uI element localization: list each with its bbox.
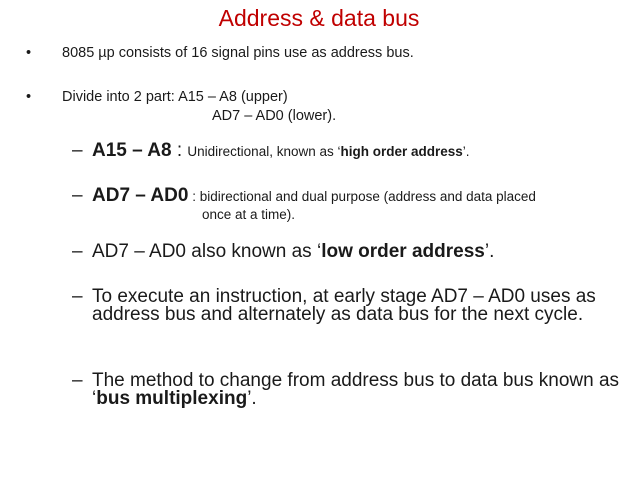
bullet-text: Divide into 2 part: A15 – A8 (upper)	[62, 89, 288, 105]
sub-text: AD7 – AD0 also known as ‘	[92, 241, 322, 262]
bullet-text-continuation: AD7 – AD0 (lower).	[212, 108, 337, 124]
slide-title: Address & data bus	[218, 5, 420, 31]
desc-text-end: ’.	[462, 144, 470, 159]
desc-text: Unidirectional, known as ‘	[187, 144, 341, 159]
sub-bullet-marker: –	[72, 185, 83, 206]
term-description	[187, 144, 469, 159]
sub-text-end: ’.	[247, 388, 257, 409]
bullet-text: 8085 µp consists of 16 signal pins use as address bus.	[62, 45, 414, 61]
term-description: : bidirectional and dual purpose (address and data placed	[188, 189, 536, 204]
desc-emphasis: high order address	[340, 144, 463, 159]
sub-emphasis: low order address	[321, 241, 485, 262]
sub-emphasis: bus multiplexing	[96, 388, 248, 409]
sub-bullet-text	[92, 139, 470, 164]
sub-bullet-marker: –	[72, 140, 83, 161]
sub-text: The method to change from address bus to data bus known as ‘	[92, 370, 620, 409]
sub-bullet-text	[92, 372, 632, 408]
sub-bullet-marker: –	[72, 241, 83, 262]
sub-bullet-text	[92, 184, 536, 209]
term-description-continuation: once at a time).	[202, 207, 296, 222]
term-ad7-ad0: AD7 – AD0	[92, 185, 189, 206]
sub-bullet-text: To execute an instruction, at early stage AD7 – AD0 uses as address bus and alternately as data bus for the next cycle.	[92, 286, 596, 325]
bullet-marker: •	[26, 89, 32, 105]
sub-bullet-marker: –	[72, 286, 83, 307]
bullet-marker: •	[26, 45, 32, 61]
separator: :	[171, 140, 188, 161]
term-a15-a8: A15 – A8	[92, 140, 172, 161]
sub-bullet-marker: –	[72, 370, 83, 391]
sub-bullet-text	[92, 240, 494, 264]
sub-text-end: ’.	[484, 241, 495, 262]
